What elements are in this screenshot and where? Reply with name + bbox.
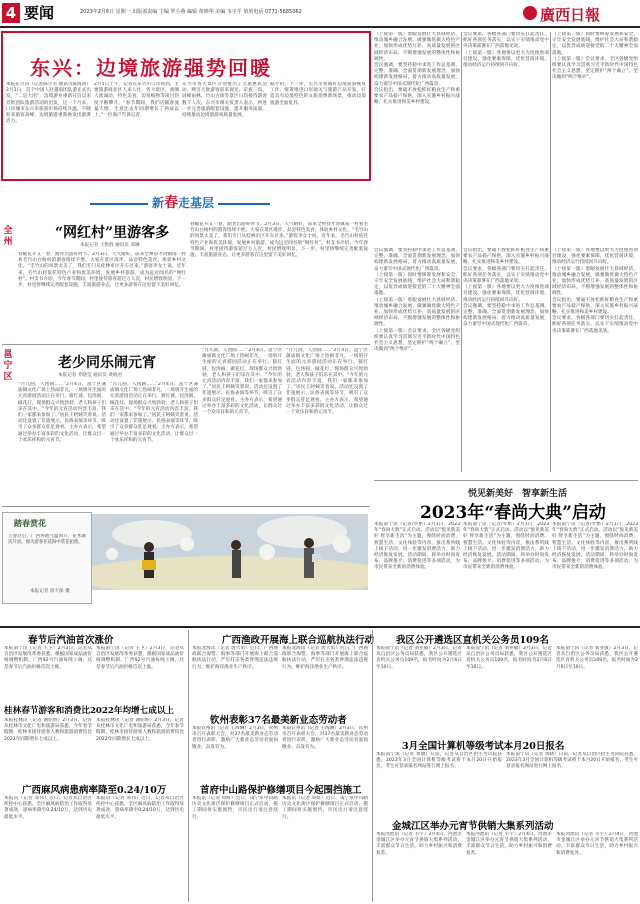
photo-title: 踏春赏花 bbox=[14, 519, 46, 528]
article-guilin-tourism: 本报桂林讯（记者 谢绍娇）2月3日，记者从桂林市文化广电和旅游局获悉，今年春节假期，桂林市接待游客人数和旅游消费均比2022年同期增长七成以上。 bbox=[4, 718, 92, 742]
masthead: 廣西日報 bbox=[540, 6, 601, 24]
top-story-paragraph: 2月1日上午，记者在东兴市口岸看到，主要旅游商业区人来人往，各大景区、商圈人流涌动，特色美食、边贸购物等项目热度不断攀升。“春节期间，我们店铺客流量大增，生意比去年同期增长了两成以上。”一位商户告诉记者。 bbox=[94, 82, 179, 119]
column-divider bbox=[550, 32, 551, 472]
right-column-1-lower bbox=[374, 248, 460, 476]
right-column-1 bbox=[374, 32, 460, 244]
divider bbox=[2, 344, 370, 345]
headline-jinchengjiang-fair: 金城江区举办元宵节供销大集系列活动 bbox=[392, 821, 554, 832]
article-paragraph: 会议指出，要毫不放松抓好粮食生产和重要农产品稳产保供，深入实施乡村振兴战略，扎实推进和美乡村建设。 bbox=[463, 248, 549, 266]
top-story-title: 东兴：边境旅游强势回暖 bbox=[30, 56, 272, 80]
article-paragraph: （上接第一版）会议要求，全区各级党组织要认真学习贯彻习近平新时代中国特色社会主义思想，坚定拥护“两个确立”、坚决做到“两个维护”。 bbox=[552, 56, 638, 81]
page-number: 4 bbox=[2, 3, 20, 23]
feature-body-col-3: 本报南宁讯（记者/罗繁）2月1日，2023年“春尚大典”正式启动。活动以“悦见新美好 智享新生活”为主题，围绕时尚消费、智慧生活、文化体验等内容，推出系列线上线下活动，进一步激发消费活力，助力经济恢复发展。活动期间，将举办时尚发布、品牌推介、消费促进等多项活动，为市民带来全新的消费体验。 bbox=[552, 522, 638, 571]
article-gas-price-cont: 本报南宁讯（记者 王卫）2月3日，记者从自治区发展改革委获悉，根据国家成品油价格调整机制，广西92号汽油每吨上调，这是春节后汽油价格首次上涨。 bbox=[96, 646, 184, 670]
top-story-col-2 bbox=[94, 82, 179, 178]
feature-body-col-2: 本报南宁讯（记者/罗繁）2月1日，2023年“春尚大典”正式启动。活动以“悦见新美好 智享新生活”为主题，围绕时尚消费、智慧生活、文化体验等内容，推出系列线上线下活动，进一步激发消费活力，助力经济恢复发展。活动期间，将举办时尚发布、品牌推介、消费促进等多项活动，为市民带来全新的消费体验。 bbox=[463, 522, 549, 571]
banner-label-prefix: 新 bbox=[152, 196, 165, 210]
article-jinchengjiang-fair-cont: 本报河池讯（记者 韦宇）2月4日，河池市金城江区举办元宵节供销大集系列活动，丰富群众节日生活，助力乡村振兴和消费复苏。 bbox=[466, 832, 552, 856]
article-zhongshan-road: 本报讯（记者 覃虹）近日，南宁市中山路历史文化街区保护修缮项目正式启动，施工期间将实施围挡，市民出行请注意绕行。 bbox=[192, 796, 278, 820]
headline-zhongshan-road: 首府中山路保护修缮项目今起围挡施工 bbox=[200, 785, 362, 796]
article-paragraph: （上接第一版）同时要统筹发展和安全，守牢安全发展底线，维护社会大局和谐稳定，以优异成绩迎接党的二十大精神全面落地。 bbox=[374, 272, 460, 297]
location-tag-yongning: 邕宁区 bbox=[3, 350, 13, 382]
yongning-byline: 本报记者 乔晓莹 通讯员 黄晓君 bbox=[58, 373, 123, 378]
spring-section-banner bbox=[90, 190, 270, 218]
header-rule bbox=[0, 26, 640, 28]
spring-flower-photo bbox=[92, 514, 368, 590]
article-civil-servants: 本报南宁讯（记者 刘亚敏）2月3日，记者从自治区公务员局获悉，我区公开遴选区直机关公务员109名，报名时间为2月6日至10日。 bbox=[376, 646, 462, 670]
top-story-col-3 bbox=[182, 82, 267, 178]
article-civil-servants-cont: 本报南宁讯（记者 刘亚敏）2月3日，记者从自治区公务员局获悉，我区公开遴选区直机关公务员109名，报名时间为2月6日至10日。 bbox=[466, 646, 552, 670]
article-gas-price: 本报南宁讯（记者 王卫）2月3日，记者从自治区发展改革委获悉，根据国家成品油价格调整机制，广西92号汽油每吨上调，这是春节后汽油价格首次上涨。 bbox=[4, 646, 92, 670]
right-column-2-lower bbox=[463, 248, 549, 476]
article-computer-exam: 本报南宁讯（记者 黄晓）日前，记者从自治区招生考试院获悉，2023年3月全国计算机等级考试将于本月20日开始报名，考生可登录报名网站进行网上报名。 bbox=[376, 752, 502, 770]
banner-label-highlight: 春 bbox=[164, 195, 179, 211]
bottom-rule bbox=[0, 626, 640, 628]
header-meta: 2023年2月6日 星期一 出版部责编 主编 罗小燕 编辑 黄锦华 美编 韦宇芊 值班电话 0771-5685062 bbox=[80, 9, 302, 15]
headline-gas-price: 春节后汽油首次涨价 bbox=[28, 635, 114, 646]
article-computer-exam-cont: 本报南宁讯（记者 黄晓）日前，记者从自治区招生考试院获悉，2023年3月全国计算机等级考试将于本月20日开始报名，考生可登录报名网站进行网上报名。 bbox=[506, 752, 638, 770]
section-title: 要闻 bbox=[24, 4, 55, 22]
right-column-3 bbox=[552, 32, 638, 244]
right-column-3-lower bbox=[552, 248, 638, 476]
yongning-body-cont3: “月儿圆，人团圆……”2月4日，邕宁区蒲庙镇文化广场上热闹非凡，一场别开生面的元宵游园活动正在举行。猜灯谜、包汤圆、做花灯，现场群众兴致勃勃，老人和孩子们乐在其中。“今年的元宵活动内容丰富，我们一家都来参加了。”居民王阿姨笑着说。活动还设置了非遗展示、民俗表演等环节，吸引了众多群众驻足观看。主办方表示，希望通过举办丰富多彩的文化活动，让群众过一个欢乐祥和的元宵节。 bbox=[286, 348, 368, 416]
article-fishery-patrol-cont: 本报北海讯（记者 唐大勇）近日，广西渔政联合海警、海事等部门开展海上联合巡航执法行动，严厉打击各类涉渔违法违规行为，维护海洋渔业生产秩序。 bbox=[282, 646, 368, 670]
yongning-body-cont2: “月儿圆，人团圆……”2月4日，邕宁区蒲庙镇文化广场上热闹非凡，一场别开生面的元宵游园活动正在举行。猜灯谜、包汤圆、做花灯，现场群众兴致勃勃，老人和孩子们乐在其中。“今年的元宵活动内容丰富，我们一家都来参加了。”居民王阿姨笑着说。活动还设置了非遗展示、民俗表演等环节，吸引了众多群众驻足观看。主办方表示，希望通过举办丰富多彩的文化活动，让群众过一个欢乐祥和的元宵节。 bbox=[202, 348, 282, 416]
article-zhongshan-road-cont: 本报讯（记者 覃虹）近日，南宁市中山路历史文化街区保护修缮项目正式启动，施工期间将实施围挡，市民出行请注意绕行。 bbox=[282, 796, 368, 820]
photo-credit: 本报记者 徐天保 摄 bbox=[30, 589, 70, 594]
column-divider bbox=[188, 630, 189, 902]
article-paragraph: （上接第一版）各地要以更大力度推进项目建设，强化要素保障，优化营商环境，推动经济运行持续回升向好。 bbox=[463, 50, 549, 69]
divider bbox=[2, 506, 370, 507]
top-story-paragraph: 本报东兴讯（记者陈小杰 通讯员陈海鸿）2月1日，首个中国人赴越南团队游正式出发，“二是大团”、边境游业重新开启以来首批团队旅游活动的出发，这一个月来，口岸城市东兴市旅游市场持续升温，不断迎来旅客高峰，边境旅游重新焕发出澎湃活力。 bbox=[6, 82, 91, 125]
headline-computer-exam: 3月全国计算机等级考试本月20日报名 bbox=[402, 741, 565, 752]
right-column-2 bbox=[463, 32, 549, 244]
quanzhou-title: “网红村”里游客多 bbox=[55, 225, 170, 241]
masthead-logo-icon bbox=[523, 6, 537, 20]
photo-illustration bbox=[92, 514, 368, 590]
article-paragraph: 会议要求，各级各部门要切实扛起责任，抓好各项任务落实，以实干实绩推动党中央决策部署在广西落地见效。 bbox=[463, 32, 549, 50]
photo-caption: 立春过后，广西各地气温回升，花木渐次开放。图为游客在花海中赏花拍照。 bbox=[8, 534, 86, 546]
article-paragraph: （上接第一版）各地要以更大力度推进项目建设，强化要素保障，优化营商环境，推动经济运行持续回升向好。 bbox=[463, 285, 549, 303]
article-paragraph: 会议要求，各级各部门要切实扛起责任，抓好各项任务落实，以实干实绩推动党中央决策部署在广西落地见效。 bbox=[463, 266, 549, 285]
yongning-body-cont: “月儿圆，人团圆……”2月4日，邕宁区蒲庙镇文化广场上热闹非凡，一场别开生面的元宵游园活动正在举行。猜灯谜、包汤圆、做花灯，现场群众兴致勃勃，老人和孩子们乐在其中。“今年的元宵活动内容丰富，我们一家都来参加了。”居民王阿姨笑着说。活动还设置了非遗展示、民俗表演等环节，吸引了众多群众驻足观看。主办方表示，希望通过举办丰富多彩的文化活动，让群众过一个欢乐祥和的元宵节。 bbox=[110, 382, 198, 443]
article-paragraph: （上接第一版）同时要统筹发展和安全，守牢安全发展底线，维护社会大局和谐稳定，以优异成绩迎接党的二十大精神全面落地。 bbox=[552, 32, 638, 56]
article-leprosy-cont: 本报讯（记者 邓伟）近日，记者从自治区疾控中心获悉，全区麻风病防治工作取得显著成效，患病率降至0.24/10万，达到历史最低水平。 bbox=[96, 796, 184, 820]
location-tag-quanzhou: 全州 bbox=[3, 226, 13, 247]
divider bbox=[374, 480, 638, 481]
column-divider bbox=[461, 32, 462, 472]
article-leprosy: 本报讯（记者 邓伟）近日，记者从自治区疾控中心获悉，全区麻风病防治工作取得显著成效，患病率降至0.24/10万，达到历史最低水平。 bbox=[4, 796, 92, 820]
top-story-col-4 bbox=[270, 82, 366, 178]
article-jinchengjiang-fair-cont2: 本报河池讯（记者 韦宇）2月4日，河池市金城江区举办元宵节供销大集系列活动，丰富群众节日生活，助力乡村振兴和消费复苏。 bbox=[556, 832, 638, 856]
feature-body-col-1: 本报南宁讯（记者/罗繁）2月1日，2023年“春尚大典”正式启动。活动以“悦见新美好 智享新生活”为主题，围绕时尚消费、智慧生活、文化体验等内容，推出系列线上线下活动，进一步激发消费活力，助力经济恢复发展。活动期间，将举办时尚发布、品牌推介、消费促进等多项活动，为市民带来全新的消费体验。 bbox=[374, 522, 460, 571]
top-story-paragraph: 据介绍，下一步，东兴市将做好边境旅游恢复工作，统筹推进口岸通关与旅游产品开发，打造具有边境特色的文旅消费新场景，推动边境旅游全面复苏。 bbox=[270, 82, 366, 106]
article-paragraph: 会议强调，要坚持稳中求进工作总基调，完整、准确、全面贯彻新发展理念，加快构建新发展格局，着力推动高质量发展，奋力谱写中国式现代化广西篇章。 bbox=[463, 303, 549, 328]
quanzhou-body: 春暖花开又一春，踏青出游好时节。2月3日，天气晴好，前来全州县才湾镇南一村看毛竹山白杨村的游客络绎不绝。大家在景区漫步，品尝特色美食，体验乡村文化。“毛竹山的风景太美了，我们专门从桂林市区开车过来。”游客李女士说。近年来，毛竹山村依托特色产业和优美环境，发展乡村旅游，成为远近闻名的“网红村”。村支书介绍，今年春节期间，村里接待游客超过万人次，村民增收明显。下一步，村里将继续完善配套设施，丰富旅游业态，让更多游客在这里留下美好回忆。 bbox=[18, 252, 186, 289]
column-divider bbox=[372, 630, 373, 902]
feature-title: 2023年“春尚大典”启动 bbox=[420, 503, 606, 523]
article-paragraph: 会议强调，要坚持稳中求进工作总基调，完整、准确、全面贯彻新发展理念，加快构建新发展格局，着力推动高质量发展，奋力谱写中国式现代化广西篇章。 bbox=[374, 248, 460, 272]
article-paragraph: （上接第一版）会议要求，全区各级党组织要认真学习贯彻习近平新时代中国特色社会主义思想，坚定拥护“两个确立”、坚决做到“两个维护”。 bbox=[374, 328, 460, 353]
yongning-body: “月儿圆，人团圆……”2月4日，邕宁区蒲庙镇文化广场上热闹非凡，一场别开生面的元宵游园活动正在举行。猜灯谜、包汤圆、做花灯，现场群众兴致勃勃，老人和孩子们乐在其中。“今年的元宵活动内容丰富，我们一家都来参加了。”居民王阿姨笑着说。活动还设置了非遗展示、民俗表演等环节，吸引了众多群众驻足观看。主办方表示，希望通过举办丰富多彩的文化活动，让群众过一个欢乐祥和的元宵节。 bbox=[18, 382, 106, 443]
article-qinzhou-workers: 本报钦州讯（记者 王海琳）2月3日，钦州市召开表彰大会，对37名最美新业态劳动者进行表彰，激励广大新业态劳动者爱岗敬业、奋发有为。 bbox=[192, 726, 278, 750]
banner-label bbox=[148, 192, 218, 212]
article-paragraph: 会议指出，要毫不放松抓好粮食生产和重要农产品稳产保供，深入实施乡村振兴战略，扎实推进和美乡村建设。 bbox=[552, 297, 638, 316]
article-paragraph: （上接第一版）着眼发展壮大县域经济，推动城乡融合发展，做强做优做大特色产业，加快形成优势互补、高质量发展的区域经济布局，不断增强发展的整体性和协调性。 bbox=[374, 32, 460, 62]
top-story-paragraph: 东兴市各大景区分别推出了文旅惠民活动，吸引大批游客前来观光。京族三岛、屏峰雨林、竹山古街等景区日均接待游客数千人次。东兴市相关负责人表示，将进一步完善旅游配套设施，提升服务质量，持续推动边境旅游高质量发展。 bbox=[182, 82, 267, 119]
article-paragraph: 会议强调，要坚持稳中求进工作总基调，完整、准确、全面贯彻新发展理念，加快构建新发展格局，着力推动高质量发展，奋力谱写中国式现代化广西篇章。 bbox=[374, 63, 460, 87]
article-fishery-patrol: 本报北海讯（记者 唐大勇）近日，广西渔政联合海警、海事等部门开展海上联合巡航执法行动，严厉打击各类涉渔违法违规行为，维护海洋渔业生产秩序。 bbox=[192, 646, 278, 670]
headline-fishery-patrol: 广西渔政开展海上联合巡航执法行动 bbox=[222, 635, 375, 646]
yongning-title: 老少同乐闹元宵 bbox=[58, 355, 156, 371]
article-civil-servants-cont2: 本报南宁讯（记者 刘亚敏）2月3日，记者从自治区公务员局获悉，我区公开遴选区直机关公务员109名，报名时间为2月6日至10日。 bbox=[556, 646, 638, 670]
headline-leprosy: 广西麻风病患病率降至0.24/10万 bbox=[22, 785, 167, 796]
article-paragraph: 会议指出，要毫不放松抓好粮食生产和重要农产品稳产保供，深入实施乡村振兴战略，扎实推进和美乡村建设。 bbox=[374, 87, 460, 106]
banner-label-suffix: 走基层 bbox=[178, 196, 215, 210]
headline-qinzhou-workers: 钦州表彰37名最美新业态劳动者 bbox=[210, 715, 347, 726]
quanzhou-byline: 本报记者 王艳群 通讯员 邓琳 bbox=[80, 243, 140, 248]
article-paragraph: 会议要求，各级各部门要切实扛起责任，抓好各项任务落实，以实干实绩推动党中央决策部署在广西落地见效。 bbox=[552, 316, 638, 334]
headline-guilin-tourism: 桂林春节游客和消费比2022年均增七成以上 bbox=[4, 706, 175, 716]
headline-civil-servants: 我区公开遴选区直机关公务员109名 bbox=[396, 635, 549, 646]
article-paragraph: （上接第一版）着眼发展壮大县域经济，推动城乡融合发展，做强做优做大特色产业，加快形成优势互补、高质量发展的区域经济布局，不断增强发展的整体性和协调性。 bbox=[552, 266, 638, 297]
article-paragraph: （上接第一版）着眼发展壮大县域经济，推动城乡融合发展，做强做优做大特色产业，加快形成优势互补、高质量发展的区域经济布局，不断增强发展的整体性和协调性。 bbox=[374, 297, 460, 328]
article-qinzhou-workers-cont: 本报钦州讯（记者 王海琳）2月3日，钦州市召开表彰大会，对37名最美新业态劳动者进行表彰，激励广大新业态劳动者爱岗敬业、奋发有为。 bbox=[282, 726, 368, 750]
quanzhou-body-cont: 春暖花开又一春，踏青出游好时节。2月3日，天气晴好，前来全州县才湾镇南一村看毛竹山白杨村的游客络绎不绝。大家在景区漫步，品尝特色美食，体验乡村文化。“毛竹山的风景太美了，我们专门从桂林市区开车过来。”游客李女士说。近年来，毛竹山村依托特色产业和优美环境，发展乡村旅游，成为远近闻名的“网红村”。村支书介绍，今年春节期间，村里接待游客超过万人次，村民增收明显。下一步，村里将继续完善配套设施，丰富旅游业态，让更多游客在这里留下美好回忆。 bbox=[190, 222, 368, 259]
article-guilin-tourism-cont: 本报桂林讯（记者 谢绍娇）2月3日，记者从桂林市文化广电和旅游局获悉，今年春节假期，桂林市接待游客人数和旅游消费均比2022年同期增长七成以上。 bbox=[96, 718, 184, 742]
feature-kicker: 悦见新美好 智享新生活 bbox=[468, 489, 568, 499]
article-jinchengjiang-fair: 本报河池讯（记者 韦宇）2月4日，河池市金城江区举办元宵节供销大集系列活动，丰富群众节日生活，助力乡村振兴和消费复苏。 bbox=[376, 832, 462, 856]
top-story-col-1 bbox=[6, 82, 91, 178]
article-paragraph: （上接第一版）各地要以更大力度推进项目建设，强化要素保障，优化营商环境，推动经济运行持续回升向好。 bbox=[552, 248, 638, 266]
